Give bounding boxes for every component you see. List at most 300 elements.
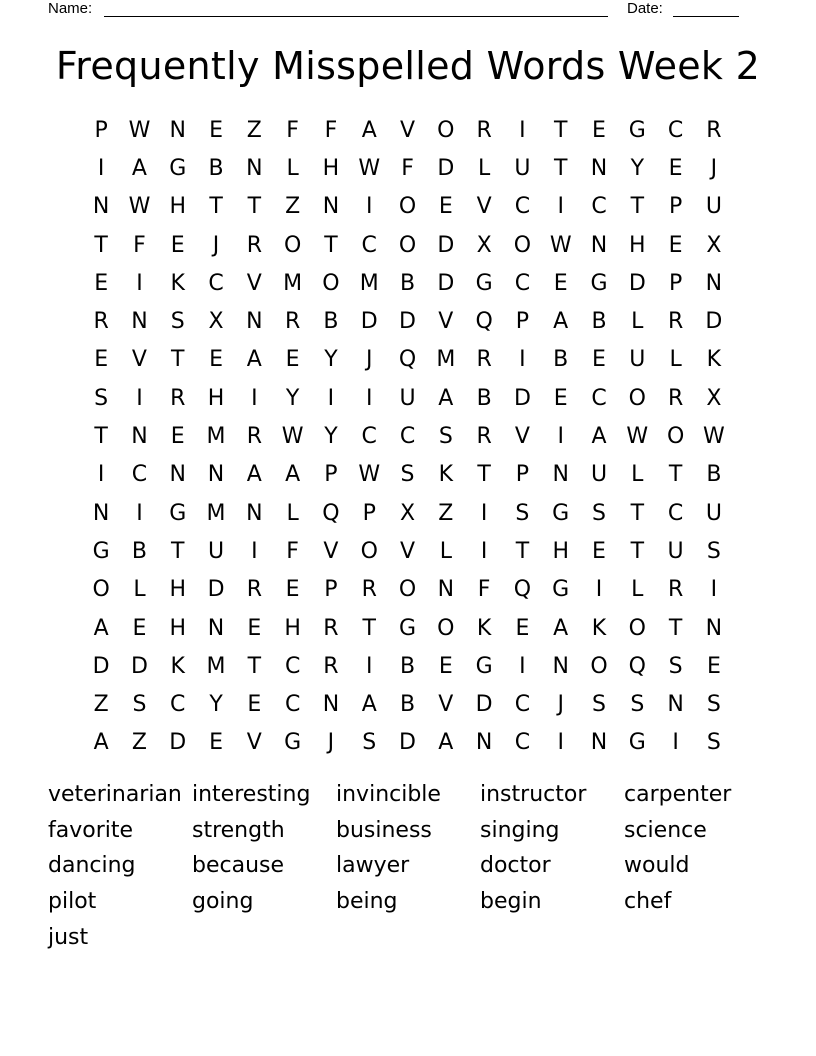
grid-letter[interactable]: T xyxy=(553,117,568,143)
grid-letter[interactable]: E xyxy=(438,653,453,679)
grid-letter[interactable]: Z xyxy=(131,730,147,756)
grid-letter[interactable]: S xyxy=(668,653,683,679)
grid-letter[interactable]: N xyxy=(322,692,340,718)
grid-letter[interactable]: W xyxy=(626,424,649,450)
grid-letter[interactable]: G xyxy=(284,730,302,756)
grid-letter[interactable]: D xyxy=(437,270,455,296)
grid-letter[interactable]: C xyxy=(514,194,531,220)
grid-letter[interactable]: U xyxy=(590,462,608,488)
word-list-item: strength xyxy=(192,817,285,843)
grid-letter[interactable]: V xyxy=(438,309,454,335)
grid-letter[interactable]: T xyxy=(247,194,262,220)
grid-letter[interactable]: U xyxy=(207,538,225,564)
grid-letter[interactable]: N xyxy=(552,462,569,488)
grid-letter[interactable]: K xyxy=(170,653,185,679)
grid-letter[interactable]: N xyxy=(590,730,608,756)
grid-letter[interactable]: R xyxy=(476,424,492,450)
grid-letter[interactable]: P xyxy=(94,117,108,143)
grid-letter[interactable]: C xyxy=(514,730,531,756)
grid-letter[interactable]: E xyxy=(438,194,453,220)
grid-letter[interactable]: E xyxy=(285,347,300,373)
grid-letter[interactable]: F xyxy=(286,538,299,564)
grid-letter[interactable]: B xyxy=(553,347,569,373)
grid-letter[interactable]: G xyxy=(475,270,493,296)
grid-letter[interactable]: R xyxy=(667,385,684,411)
grid-letter[interactable]: N xyxy=(705,270,723,296)
grid-letter[interactable]: A xyxy=(285,462,301,488)
grid-letter[interactable]: U xyxy=(705,500,722,526)
grid-letter[interactable]: S xyxy=(592,500,606,526)
grid-letter[interactable]: G xyxy=(628,730,646,756)
grid-letter[interactable]: B xyxy=(399,692,416,718)
grid-letter[interactable]: I xyxy=(365,653,373,679)
grid-letter[interactable]: G xyxy=(590,270,608,296)
grid-letter[interactable]: R xyxy=(323,615,339,641)
grid-letter[interactable]: T xyxy=(630,500,645,526)
grid-letter[interactable]: X xyxy=(706,232,722,258)
grid-letter[interactable]: U xyxy=(514,155,531,181)
grid-letter[interactable]: W xyxy=(358,155,381,181)
grid-letter[interactable]: S xyxy=(170,309,185,335)
grid-letter[interactable]: D xyxy=(399,730,416,756)
grid-letter[interactable]: G xyxy=(552,577,570,603)
grid-letter[interactable]: N xyxy=(92,500,110,526)
grid-letter[interactable]: S xyxy=(706,730,721,756)
grid-letter[interactable]: C xyxy=(667,500,684,526)
grid-letter[interactable]: N xyxy=(705,615,723,641)
grid-letter[interactable]: H xyxy=(629,232,646,258)
grid-letter[interactable]: P xyxy=(324,462,338,488)
grid-letter[interactable]: D xyxy=(705,309,723,335)
grid-letter[interactable]: S xyxy=(94,385,109,411)
grid-letter[interactable]: J xyxy=(365,347,373,373)
grid-letter[interactable]: T xyxy=(553,155,568,181)
grid-letter[interactable]: E xyxy=(285,577,300,603)
grid-letter[interactable]: W xyxy=(281,424,304,450)
grid-letter[interactable]: I xyxy=(365,385,373,411)
grid-letter[interactable]: D xyxy=(437,155,455,181)
grid-letter[interactable]: E xyxy=(209,117,223,143)
grid-letter[interactable]: C xyxy=(591,385,607,411)
grid-letter[interactable]: V xyxy=(131,347,147,373)
grid-letter[interactable]: I xyxy=(136,270,143,296)
grid-letter[interactable]: T xyxy=(171,347,185,373)
grid-letter[interactable]: Y xyxy=(285,385,300,411)
grid-letter[interactable]: S xyxy=(630,692,645,718)
grid-letter[interactable]: N xyxy=(131,424,148,450)
grid-letter[interactable]: U xyxy=(629,347,646,373)
grid-letter[interactable]: I xyxy=(97,462,105,488)
grid-letter[interactable]: R xyxy=(476,117,492,143)
grid-letter[interactable]: V xyxy=(246,730,262,756)
grid-letter[interactable]: R xyxy=(323,653,339,679)
grid-letter[interactable]: J xyxy=(327,730,335,756)
grid-letter[interactable]: B xyxy=(591,309,607,335)
grid-letter[interactable]: A xyxy=(553,615,569,641)
word-list xyxy=(48,778,788,956)
grid-letter[interactable]: C xyxy=(208,270,224,296)
grid-letter[interactable]: E xyxy=(170,424,185,450)
grid-letter[interactable]: X xyxy=(476,232,492,258)
grid-letter[interactable]: S xyxy=(592,692,606,718)
grid-letter[interactable]: I xyxy=(710,577,718,603)
grid-letter[interactable]: M xyxy=(206,653,226,679)
grid-letter[interactable]: E xyxy=(668,232,683,258)
grid-letter[interactable]: C xyxy=(361,424,377,450)
grid-letter[interactable]: H xyxy=(284,615,301,641)
grid-letter[interactable]: N xyxy=(667,692,684,718)
grid-letter[interactable]: E xyxy=(132,615,147,641)
grid-letter[interactable]: W xyxy=(128,194,151,220)
grid-letter[interactable]: G xyxy=(628,117,646,143)
grid-letter[interactable]: E xyxy=(515,615,530,641)
grid-letter[interactable]: R xyxy=(93,309,109,335)
grid-letter[interactable]: Z xyxy=(246,117,262,143)
grid-letter[interactable]: P xyxy=(324,577,338,603)
grid-letter[interactable]: D xyxy=(399,309,416,335)
grid-letter[interactable]: R xyxy=(706,117,722,143)
grid-letter[interactable]: A xyxy=(93,615,109,641)
grid-letter[interactable]: O xyxy=(513,232,532,258)
grid-letter[interactable]: S xyxy=(706,538,721,564)
grid-letter[interactable]: O xyxy=(398,194,417,220)
grid-letter[interactable]: C xyxy=(514,692,531,718)
grid-letter[interactable]: J xyxy=(710,155,718,181)
grid-letter[interactable]: X xyxy=(208,309,224,335)
grid-letter[interactable]: R xyxy=(170,385,186,411)
grid-letter[interactable]: R xyxy=(246,232,262,258)
grid-letter[interactable]: H xyxy=(169,577,187,603)
grid-letter[interactable]: L xyxy=(133,577,146,603)
grid-letter[interactable]: V xyxy=(438,692,454,718)
word-list-item: pilot xyxy=(48,889,97,915)
grid-letter[interactable]: R xyxy=(667,577,684,603)
grid-letter[interactable]: K xyxy=(476,615,492,641)
grid-letter[interactable]: A xyxy=(246,462,262,488)
grid-letter[interactable]: I xyxy=(251,538,258,564)
grid-letter[interactable]: N xyxy=(322,194,340,220)
grid-letter[interactable]: I xyxy=(557,194,564,220)
grid-letter[interactable]: K xyxy=(438,462,454,488)
grid-letter[interactable]: C xyxy=(591,194,607,220)
grid-letter[interactable]: D xyxy=(92,653,110,679)
grid-letter[interactable]: K xyxy=(170,270,185,296)
grid-letter[interactable]: R xyxy=(246,424,262,450)
grid-letter[interactable]: A xyxy=(361,117,377,143)
grid-letter[interactable]: R xyxy=(667,309,684,335)
grid-letter[interactable]: E xyxy=(592,347,606,373)
grid-letter[interactable]: S xyxy=(706,692,721,718)
grid-letter[interactable]: U xyxy=(705,194,722,220)
grid-letter[interactable]: H xyxy=(169,615,187,641)
grid-letter[interactable]: F xyxy=(401,155,414,181)
grid-letter[interactable]: Q xyxy=(513,577,532,603)
grid-letter[interactable]: A xyxy=(131,155,147,181)
grid-letter[interactable]: F xyxy=(286,117,299,143)
grid-letter[interactable]: D xyxy=(437,232,455,258)
grid-letter[interactable]: V xyxy=(399,117,416,143)
grid-letter[interactable]: P xyxy=(668,270,683,296)
grid-letter[interactable]: T xyxy=(668,462,683,488)
grid-letter[interactable]: V xyxy=(514,424,530,450)
grid-letter[interactable]: N xyxy=(169,117,186,143)
word-list-item: being xyxy=(336,889,398,915)
grid-letter[interactable]: U xyxy=(399,385,416,411)
grid-letter[interactable]: B xyxy=(208,155,224,181)
grid-letter[interactable]: E xyxy=(209,347,223,373)
grid-letter[interactable]: T xyxy=(630,194,645,220)
grid-letter[interactable]: O xyxy=(398,232,417,258)
grid-letter[interactable]: H xyxy=(322,155,340,181)
grid-letter[interactable]: J xyxy=(557,692,564,718)
grid-letter[interactable]: E xyxy=(94,347,109,373)
grid-letter[interactable]: T xyxy=(630,538,645,564)
grid-letter[interactable]: J xyxy=(212,232,220,258)
grid-letter[interactable]: O xyxy=(360,538,378,564)
grid-letter[interactable]: C xyxy=(131,462,148,488)
grid-letter[interactable]: W xyxy=(358,462,381,488)
grid-letter[interactable]: B xyxy=(476,385,492,411)
grid-letter[interactable]: G xyxy=(475,653,493,679)
grid-letter[interactable]: I xyxy=(557,730,564,756)
grid-letter[interactable]: I xyxy=(365,194,373,220)
grid-letter[interactable]: Z xyxy=(285,194,301,220)
grid-letter[interactable]: S xyxy=(132,692,147,718)
grid-letter[interactable]: W xyxy=(703,424,725,450)
grid-letter[interactable]: N xyxy=(246,309,263,335)
grid-letter[interactable]: D xyxy=(169,730,187,756)
grid-letter[interactable]: A xyxy=(361,692,377,718)
grid-letter[interactable]: A xyxy=(591,424,607,450)
grid-letter[interactable]: V xyxy=(476,194,492,220)
word-list-item: business xyxy=(336,817,432,843)
grid-letter[interactable]: G xyxy=(398,615,417,641)
grid-letter[interactable]: P xyxy=(362,500,376,526)
grid-letter[interactable]: O xyxy=(437,615,455,641)
grid-letter[interactable]: C xyxy=(284,653,301,679)
grid-letter[interactable]: M xyxy=(359,270,379,296)
grid-letter[interactable]: Y xyxy=(324,424,338,450)
grid-letter[interactable]: L xyxy=(669,347,682,373)
grid-letter[interactable]: O xyxy=(666,424,685,450)
grid-letter[interactable]: W xyxy=(128,117,151,143)
grid-letter[interactable]: O xyxy=(398,577,417,603)
grid-letter[interactable]: M xyxy=(206,424,226,450)
grid-letter[interactable]: E xyxy=(592,117,606,143)
grid-letter[interactable]: N xyxy=(590,232,608,258)
grid-letter[interactable]: P xyxy=(668,194,683,220)
grid-letter[interactable]: Q xyxy=(475,309,493,335)
grid-letter[interactable]: B xyxy=(706,462,722,488)
grid-letter[interactable]: H xyxy=(169,194,187,220)
grid-letter[interactable]: E xyxy=(247,615,262,641)
grid-letter[interactable]: I xyxy=(480,538,488,564)
grid-letter[interactable]: D xyxy=(207,577,225,603)
grid-letter[interactable]: D xyxy=(513,385,531,411)
grid-letter[interactable]: B xyxy=(399,270,416,296)
date-blank-line[interactable] xyxy=(673,16,739,17)
grid-letter[interactable]: E xyxy=(247,692,262,718)
grid-letter[interactable]: C xyxy=(284,692,301,718)
grid-letter[interactable]: E xyxy=(592,538,606,564)
grid-letter[interactable]: T xyxy=(94,232,108,258)
grid-letter[interactable]: G xyxy=(169,500,187,526)
grid-letter[interactable]: C xyxy=(170,692,186,718)
grid-letter[interactable]: I xyxy=(595,577,603,603)
grid-letter[interactable]: K xyxy=(706,347,722,373)
grid-letter[interactable]: I xyxy=(251,385,258,411)
grid-letter[interactable]: L xyxy=(286,155,299,181)
grid-letter[interactable]: E xyxy=(668,155,683,181)
grid-letter[interactable]: B xyxy=(131,538,147,564)
grid-letter[interactable]: D xyxy=(475,692,493,718)
grid-letter[interactable]: N xyxy=(437,577,455,603)
grid-letter[interactable]: I xyxy=(327,385,335,411)
grid-letter[interactable]: T xyxy=(94,424,108,450)
grid-letter[interactable]: L xyxy=(439,538,452,564)
grid-letter[interactable]: V xyxy=(246,270,262,296)
grid-letter[interactable]: G xyxy=(92,538,110,564)
grid-letter[interactable]: P xyxy=(515,309,530,335)
grid-letter[interactable]: A xyxy=(438,385,454,411)
grid-letter[interactable]: R xyxy=(284,309,301,335)
grid-letter[interactable]: V xyxy=(323,538,339,564)
grid-letter[interactable]: I xyxy=(519,653,526,679)
grid-letter[interactable]: T xyxy=(209,194,223,220)
grid-letter[interactable]: T xyxy=(515,538,530,564)
grid-letter[interactable]: L xyxy=(631,577,644,603)
grid-letter[interactable]: O xyxy=(322,270,340,296)
grid-letter[interactable]: F xyxy=(477,577,491,603)
grid-letter[interactable]: L xyxy=(286,500,299,526)
grid-letter[interactable]: E xyxy=(553,385,568,411)
grid-letter[interactable]: N xyxy=(207,615,225,641)
grid-letter[interactable]: G xyxy=(169,155,187,181)
grid-letter[interactable]: I xyxy=(97,155,105,181)
grid-letter[interactable]: L xyxy=(631,309,644,335)
grid-letter[interactable]: L xyxy=(477,155,491,181)
grid-letter[interactable]: D xyxy=(130,653,148,679)
grid-letter[interactable]: I xyxy=(557,424,564,450)
word-list-item: would xyxy=(624,853,690,879)
name-blank-line[interactable] xyxy=(104,16,608,17)
grid-letter[interactable]: E xyxy=(209,730,223,756)
grid-letter[interactable]: Y xyxy=(630,155,645,181)
date-label: Date: xyxy=(627,0,663,17)
grid-letter[interactable]: U xyxy=(667,538,684,564)
grid-letter[interactable]: E xyxy=(553,270,568,296)
grid-letter[interactable]: G xyxy=(552,500,570,526)
grid-letter[interactable]: E xyxy=(706,653,721,679)
grid-letter[interactable]: O xyxy=(590,653,608,679)
grid-letter[interactable]: I xyxy=(136,385,143,411)
grid-letter[interactable]: C xyxy=(667,117,684,143)
grid-letter[interactable]: F xyxy=(133,232,146,258)
grid-letter[interactable]: N xyxy=(131,309,148,335)
grid-letter[interactable]: A xyxy=(553,309,569,335)
grid-letter[interactable]: T xyxy=(171,538,185,564)
grid-letter[interactable]: A xyxy=(246,347,262,373)
word-list-item: begin xyxy=(480,889,542,915)
grid-letter[interactable]: C xyxy=(399,424,416,450)
grid-letter[interactable]: Q xyxy=(322,500,340,526)
grid-letter[interactable]: P xyxy=(515,462,530,488)
grid-letter[interactable]: O xyxy=(437,117,455,143)
grid-letter[interactable]: Z xyxy=(438,500,454,526)
grid-letter[interactable]: N xyxy=(590,155,608,181)
grid-letter[interactable]: Q xyxy=(628,653,646,679)
grid-letter[interactable]: O xyxy=(628,385,646,411)
grid-letter[interactable]: E xyxy=(94,270,109,296)
grid-letter[interactable]: S xyxy=(400,462,415,488)
grid-letter[interactable]: D xyxy=(360,309,378,335)
grid-letter[interactable]: Q xyxy=(398,347,417,373)
grid-letter[interactable]: B xyxy=(399,653,416,679)
grid-letter[interactable]: N xyxy=(169,462,186,488)
grid-letter[interactable]: N xyxy=(92,194,110,220)
grid-letter[interactable]: Z xyxy=(93,692,109,718)
grid-letter[interactable]: B xyxy=(323,309,339,335)
grid-letter[interactable]: I xyxy=(672,730,679,756)
grid-letter[interactable]: E xyxy=(170,232,185,258)
grid-letter[interactable]: I xyxy=(519,117,526,143)
grid-letter[interactable]: L xyxy=(631,462,644,488)
grid-letter[interactable]: Y xyxy=(324,347,338,373)
grid-letter[interactable]: S xyxy=(362,730,377,756)
grid-letter[interactable]: Y xyxy=(209,692,223,718)
grid-letter[interactable]: C xyxy=(361,232,377,258)
grid-letter[interactable]: M xyxy=(436,347,456,373)
grid-letter[interactable]: R xyxy=(476,347,492,373)
grid-letter[interactable]: N xyxy=(552,653,569,679)
grid-letter[interactable]: V xyxy=(399,538,416,564)
grid-letter[interactable]: R xyxy=(361,577,377,603)
grid-letter[interactable]: T xyxy=(668,615,683,641)
grid-letter[interactable]: R xyxy=(246,577,262,603)
grid-letter[interactable]: C xyxy=(514,270,531,296)
grid-letter[interactable]: D xyxy=(628,270,646,296)
grid-letter[interactable]: T xyxy=(477,462,491,488)
grid-letter[interactable]: X xyxy=(706,385,722,411)
grid-letter[interactable]: N xyxy=(475,730,493,756)
grid-letter[interactable]: W xyxy=(549,232,572,258)
grid-letter[interactable]: H xyxy=(552,538,569,564)
grid-letter[interactable]: N xyxy=(207,462,225,488)
grid-letter[interactable]: I xyxy=(480,500,488,526)
grid-letter[interactable]: X xyxy=(399,500,416,526)
grid-letter[interactable]: T xyxy=(362,615,376,641)
grid-letter[interactable]: O xyxy=(92,577,110,603)
grid-letter[interactable]: S xyxy=(438,424,453,450)
grid-letter[interactable]: S xyxy=(515,500,530,526)
grid-letter[interactable]: I xyxy=(136,500,143,526)
grid-letter[interactable]: H xyxy=(207,385,225,411)
grid-letter[interactable]: I xyxy=(519,347,526,373)
grid-letter[interactable]: M xyxy=(206,500,226,526)
grid-letter[interactable]: O xyxy=(283,232,302,258)
grid-letter[interactable]: F xyxy=(324,117,338,143)
grid-letter[interactable]: O xyxy=(628,615,646,641)
grid-letter[interactable]: A xyxy=(93,730,109,756)
grid-letter[interactable]: T xyxy=(324,232,338,258)
grid-letter[interactable]: N xyxy=(246,500,263,526)
grid-letter[interactable]: K xyxy=(591,615,607,641)
grid-letter[interactable]: A xyxy=(438,730,454,756)
grid-letter[interactable]: M xyxy=(283,270,303,296)
worksheet-header xyxy=(0,0,816,20)
grid-letter[interactable]: N xyxy=(246,155,263,181)
grid-letter[interactable]: T xyxy=(247,653,262,679)
